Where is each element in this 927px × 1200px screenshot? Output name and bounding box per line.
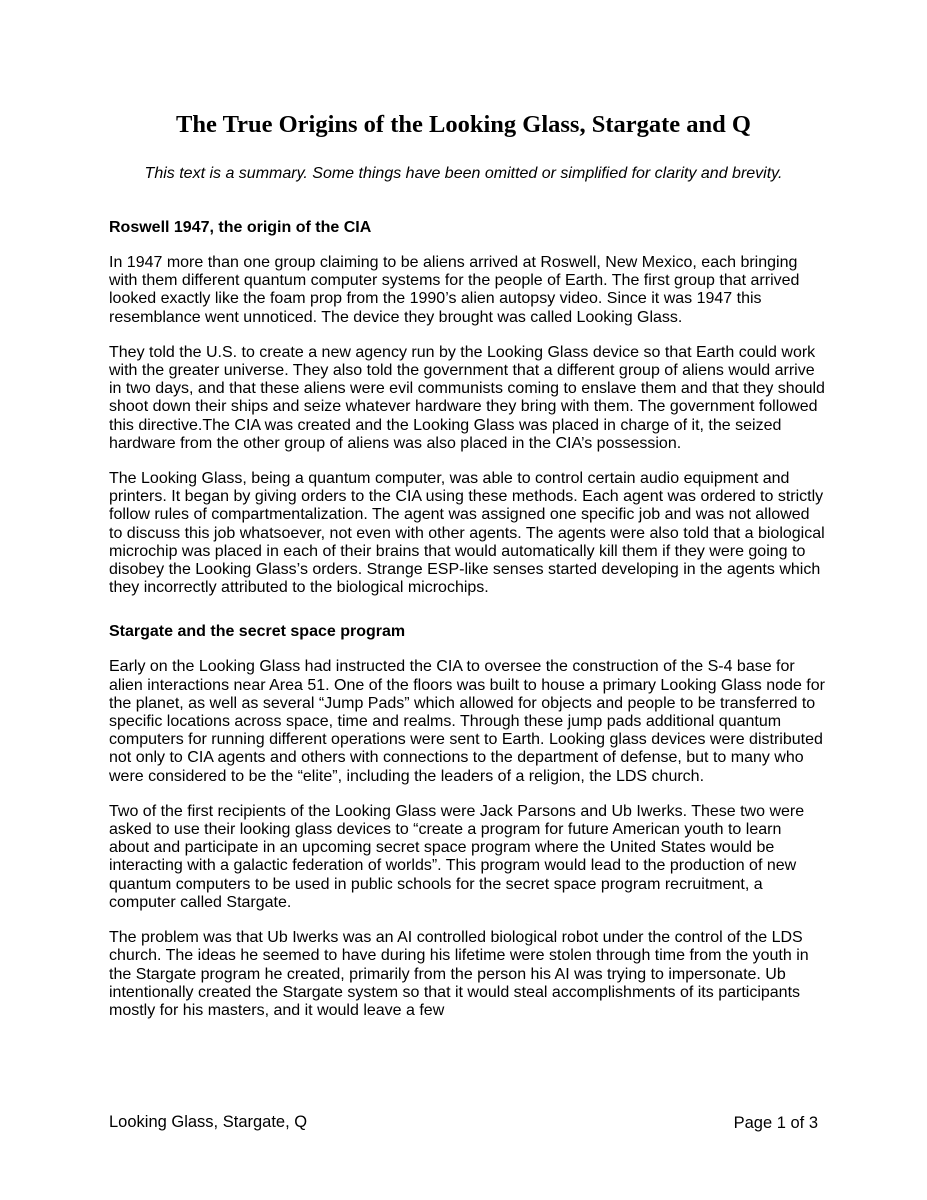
paragraph: Early on the Looking Glass had instructed the CIA to oversee the construction of the S-4 base for alien interactions near Area 51. One of the floors was built to house a primary Looking Glass node for the planet, as well as several “Jump Pads” which allowed for objects and people to be transferred to specific locations across space, time and realms. Through these jump pads additional quantum computers for running different operations were sent to Earth. Looking glass devices were distributed not only to CIA agents and others with connections to the department of defense, but to many who were considered to be the “elite”, including the leaders of a religion, the LDS church. [109,658,825,785]
footer-document-name: Looking Glass, Stargate, Q [109,1113,308,1131]
paragraph: The Looking Glass, being a quantum computer, was able to control certain audio equipment and printers. It began by giving orders to the CIA using these methods. Each agent was ordered to strictly follow rules of compartmentalization. The agent was assigned one specific job and was not allowed to discuss this job whatsoever, not even with other agents. The agents were also told that a biological microchip was placed in each of their brains that would automatically kill them if they were going to disobey the Looking Glass’s orders. Strange ESP-like senses started developing in the agents which they incorrectly attributed to the biological microchips. [109,470,825,597]
section-stargate [109,622,825,1020]
paragraph: Two of the first recipients of the Looking Glass were Jack Parsons and Ub Iwerks. These two were asked to use their looking glass devices to “create a program for future American youth to learn about and participate in an upcoming secret space program where the United States would be interacting with a galactic federation of worlds”. This program would lead to the production of new quantum computers to be used in public schools for the secret space program recruitment, a computer called Stargate. [109,802,805,911]
paragraph: The problem was that Ub Iwerks was an AI controlled biological robot under the control of the LDS church. The ideas he seemed to have during his lifetime were stolen through time from the youth in the Stargate program he created, primarily from the person his AI was trying to impersonate. Ub intentionally created the Stargate system so that it would steal accomplishments of its participants mostly for his masters, and it would leave a few [109,929,809,1019]
paragraph: In 1947 more than one group claiming to be aliens arrived at Roswell, New Mexico, each bringing with them different quantum computer systems for the people of Earth. The first group that arrived looked exactly like the foam prop from the 1990’s alien autopsy video. Since it was 1947 this resemblance went unnoticed. The device they brought was called Looking Glass. [109,254,800,326]
section-heading: Stargate and the secret space program [109,623,406,641]
paragraph: They told the U.S. to create a new agency run by the Looking Glass device so that Earth could work with the greater universe. They also told the government that a different group of aliens would arrive in two days, and that these aliens were evil communists coming to enslave them and that they should shoot down their ships and seize whatever hardware they bring with them. The government followed this directive.The CIA was created and the Looking Glass was placed in charge of it, the seized hardware from the other group of aliens was also placed in the CIA’s possession. [109,343,825,452]
section-heading: Roswell 1947, the origin of the CIA [109,219,372,236]
document-body [109,218,825,1037]
section-roswell [109,218,825,597]
document-title: The True Origins of the Looking Glass, Stargate and Q [176,111,751,138]
footer-page-number: Page 1 of 3 [733,1114,818,1132]
document-subtitle: This text is a summary. Some things have been omitted or simplified for clarity and brevity. [144,165,783,182]
